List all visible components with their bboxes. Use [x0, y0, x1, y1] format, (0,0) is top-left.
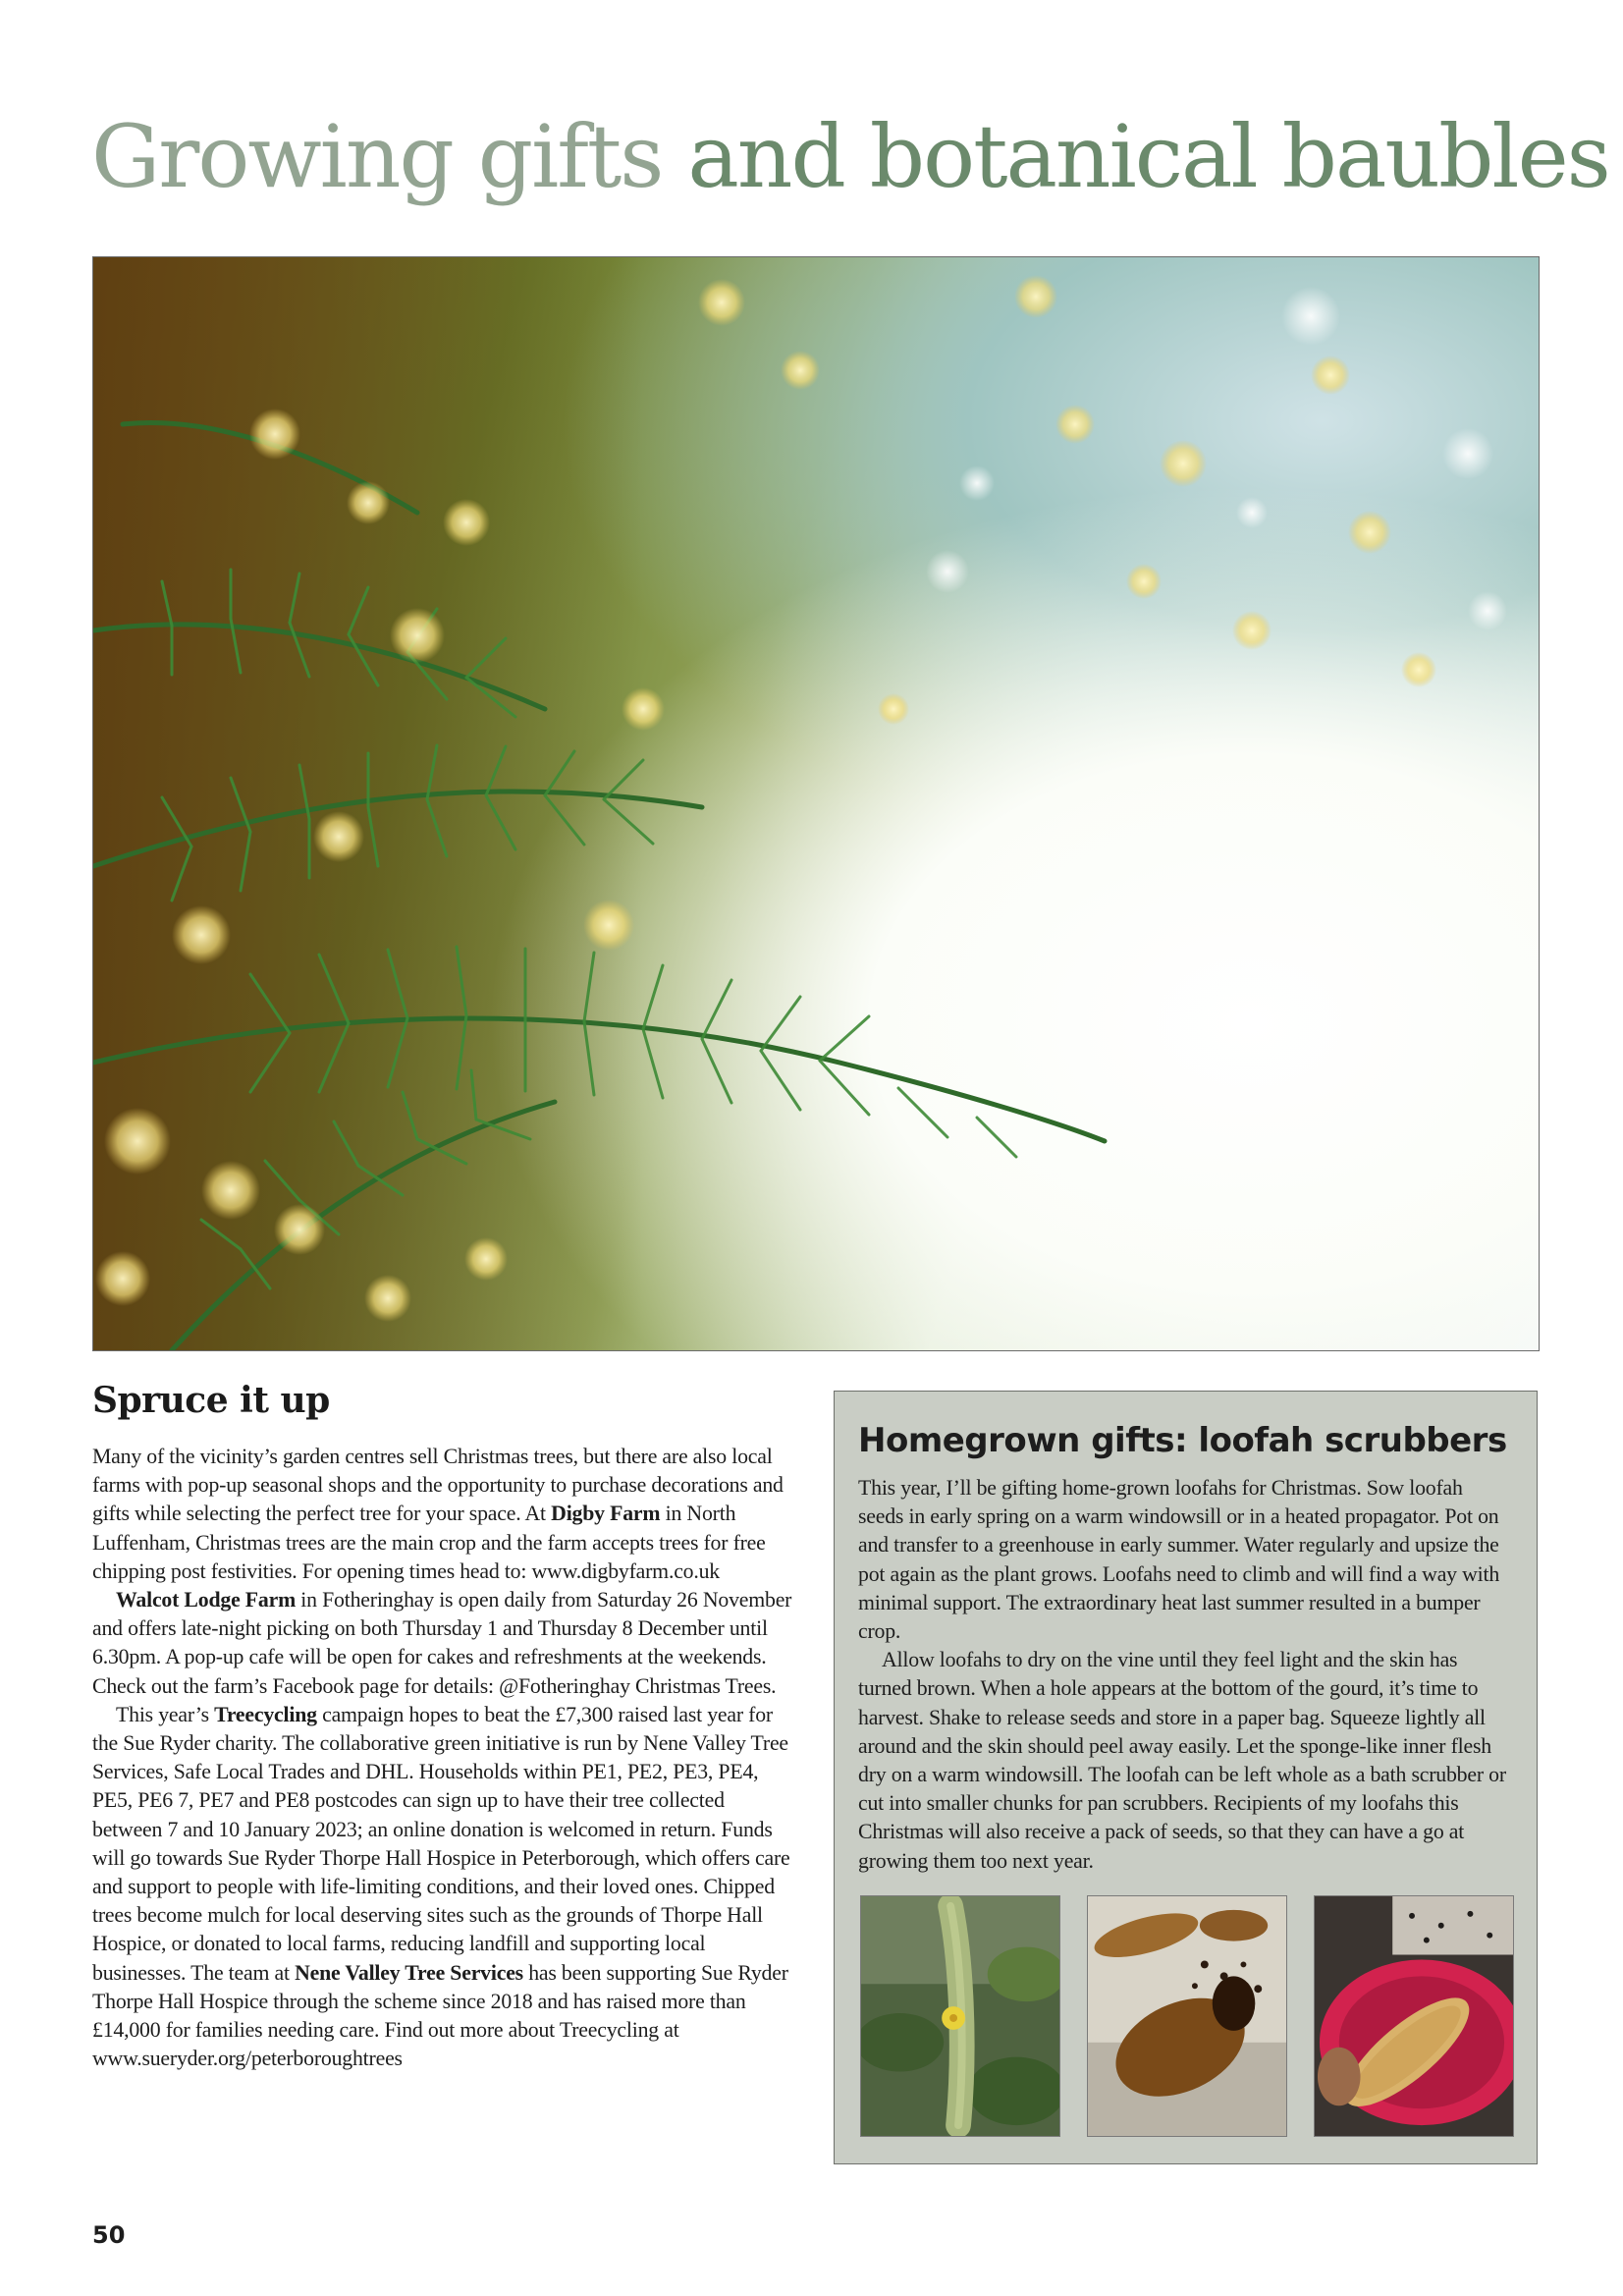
sidebar-paragraph-2: Allow loofahs to dry on the vine until they feel light and the skin has turned brown. When a hole appears at the bottom of the gourd, it’s time to harvest. Shake to release seeds and store in a paper bag. Squeeze lightly all around and the skin should peel away easily. Let the sponge-like inner flesh dry on a warm windowsill. The loofah can be left whole as a bath scrubber or cut into smaller chunks for pan scrubbers. Recipients of my loofahs this Christmas will also receive a pack of seeds, so that they can have a go at growing them too next year.	[858, 1648, 1506, 1873]
article-title	[91, 106, 1609, 207]
p3-bold-nene-valley: Nene Valley Tree Services	[295, 1960, 523, 1985]
p1-text-before: Many of the vicinity’s garden centres sell Christmas trees, but there are also local farms with pop-up seasonal shops and the opportunity to purchase decorations and gifts while selecting the perfect tree for your space. At	[92, 1445, 784, 1526]
spruce-it-up-section	[92, 1380, 797, 2073]
sidebar-heading: Homegrown gifts: loofah scrubbers	[858, 1421, 1507, 1460]
hero-image	[92, 256, 1540, 1351]
dried-loofahs-photo	[1087, 1895, 1287, 2137]
loofah-vine-photo	[860, 1895, 1060, 2137]
paragraph-walcot-lodge-farm	[92, 1586, 797, 1701]
p2-text-after: in Fotheringhay is open daily from Saturday 26 November and offers late-night picking on both Thursday 1 and Thursday 8 December until 6.30pm. A pop-up cafe will be open for cakes and refreshments at the weekends. Check out the farm’s Facebook page for details: @Fotheringhay Christmas Trees.	[92, 1588, 792, 1698]
article-title-part2: and botanical baubles	[687, 106, 1609, 207]
sidebar-paragraph-1: This year, I’ll be gifting home-grown loofahs for Christmas. Sow loofah seeds in early spring on a warm windowsill or in a heated propagator. Pot on and transfer to a greenhouse in early summer. Water regularly and upsize the pot again as the plant grows. Loofahs need to climb and will find a way with minimal support. The extraordinary heat last summer resulted in a bumper crop.	[858, 1476, 1500, 1644]
loofah-sidebar-box	[834, 1391, 1538, 2164]
p1-bold-digby-farm: Digby Farm	[551, 1502, 661, 1526]
paragraph-treecycling	[92, 1701, 797, 2074]
section-heading: Spruce it up	[92, 1380, 330, 1421]
page-number: 50	[92, 2221, 126, 2249]
p3-bold-treecycling: Treecycling	[214, 1702, 317, 1726]
p3-text-before: This year’s	[116, 1702, 215, 1726]
p1-text-after: in North Luffenham, Christmas trees are the main crop and the farm accepts trees for free chipping post festivities. For opening times head to: www.digbyfarm.co.uk	[92, 1502, 766, 1583]
p2-bold-walcot-lodge: Walcot Lodge Farm	[116, 1588, 297, 1613]
p3-text-after: has been supporting Sue Ryder Thorpe Hall Hospice through the scheme since 2018 and has raised more than £14,000 for families needing care. Find out more about Treecycling at www.sueryder.org/peterboroughtrees	[92, 1960, 788, 2071]
p3-text-mid: campaign hopes to beat the £7,300 raised last year for the Sue Ryder charity. The collaborative green initiative is run by Nene Valley Tree Services, Safe Local Trades and DHL. Households within PE1, PE2, PE3, PE4, PE5, PE6 7, PE7 and PE8 postcodes can sign up to have their tree collected between 7 and 10 January 2023; an online donation is welcomed in return. Funds will go towards Sue Ryder Thorpe Hall Hospice in Peterborough, which offers care and support to people with life-limiting conditions, and their loved ones. Chipped trees become mulch for local deserving sites such as the grounds of Thorpe Hall Hospice, or donated to local farms, reducing landfill and supporting local businesses. The team at	[92, 1702, 790, 1985]
loofah-photo-row	[860, 1895, 1514, 2137]
christmas-tree-illustration	[93, 257, 1539, 1350]
paragraph-digby-farm	[92, 1443, 797, 1586]
peeled-loofah-photo	[1314, 1895, 1514, 2137]
article-title-part1: Growing gifts	[91, 106, 688, 207]
